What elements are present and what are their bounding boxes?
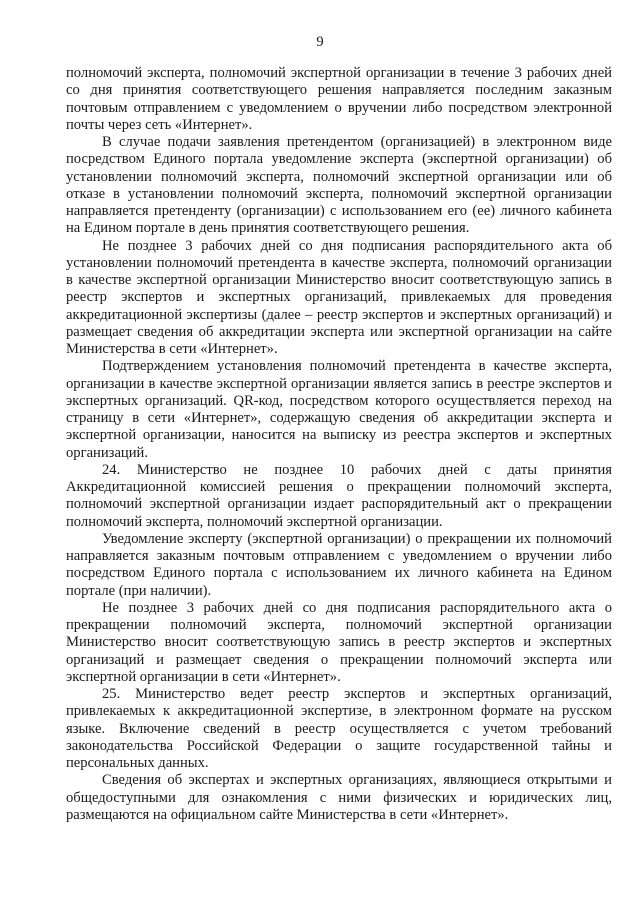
- page-number: 9: [316, 34, 324, 50]
- paragraph-confirmation-qr: Подтверждением установления полномочий претендента в качестве эксперта, организации в качестве экспертной организации является запись в реестре экспертов и экспертных организаций. QR-код, посредством которого осуществляется переход на страницу в сети «Интернет», содержащую сведения об аккредитации эксперта и экспертной организации, наносится на выписку из реестра экспертов и экспертных организаций.: [66, 358, 612, 461]
- paragraph-registry-entry: Не позднее 3 рабочих дней со дня подписания распорядительного акта об установлении полномочий претендента в качестве эксперта, полномочий организации в качестве экспертной организации Министерство вносит соответствующую запись в реестр экспертов и экспертных организаций, привлекаемых для проведения аккредитационной экспертизы (далее – реестр экспертов и экспертных организаций) и размещает сведения об аккредитации эксперта или экспертной организации на сайте Министерства в сети «Интернет».: [66, 237, 612, 357]
- paragraph-termination-registry: Не позднее 3 рабочих дней со дня подписания распорядительного акта о прекращении полномочий эксперта, полномочий экспертной организации Министерство вносит соответствующую запись в реестр экспертов и экспертных организаций и размещает сведения о прекращении полномочий эксперта или экспертной организации в сети «Интернет».: [66, 599, 612, 685]
- paragraph-item-25: 25. Министерство ведет реестр экспертов и экспертных организаций, привлекаемых к аккредитационной экспертизе, в электронном формате на русском языке. Включение сведений в реестр осуществляется с учетом требований законодательства Российской Федерации о защите государственной тайны и персональных данных.: [66, 686, 612, 771]
- paragraph-termination-notice: Уведомление эксперту (экспертной организации) о прекращении их полномочий направляется заказным почтовым отправлением с уведомлением о вручении либо посредством Единого портала с использованием их личного кабинета на Едином портале (при наличии).: [66, 530, 612, 599]
- document-body: [66, 65, 612, 824]
- paragraph-item-24: 24. Министерство не позднее 10 рабочих дней с даты принятия Аккредитационной комиссией решения о прекращении полномочий эксперта, полномочий экспертной организации издает распорядительный акт о прекращении полномочий эксперта, полномочий экспертной организации.: [66, 461, 612, 530]
- paragraph-electronic-submission: В случае подачи заявления претендентом (организацией) в электронном виде посредством Единого портала уведомление эксперта (экспертной организации) об установлении полномочий эксперта, полномочий экспертной организации или об отказе в установлении полномочий эксперта, полномочий экспертной организации направляется претенденту (организации) с использованием его (ее) личного кабинета на Едином портале в день принятия соответствующего решения.: [66, 134, 612, 237]
- paragraph-public-info: Сведения об экспертах и экспертных организациях, являющиеся открытыми и общедоступными для ознакомления с ними физических и юридических лиц, размещаются на официальном сайте Министерства в сети «Интернет».: [66, 772, 612, 823]
- paragraph-continuation: полномочий эксперта, полномочий экспертной организации в течение 3 рабочих дней со дня принятия соответствующего решения направляется последним заказным почтовым отправлением с уведомлением о вручении либо посредством электронной почты через сеть «Интернет».: [66, 65, 612, 133]
